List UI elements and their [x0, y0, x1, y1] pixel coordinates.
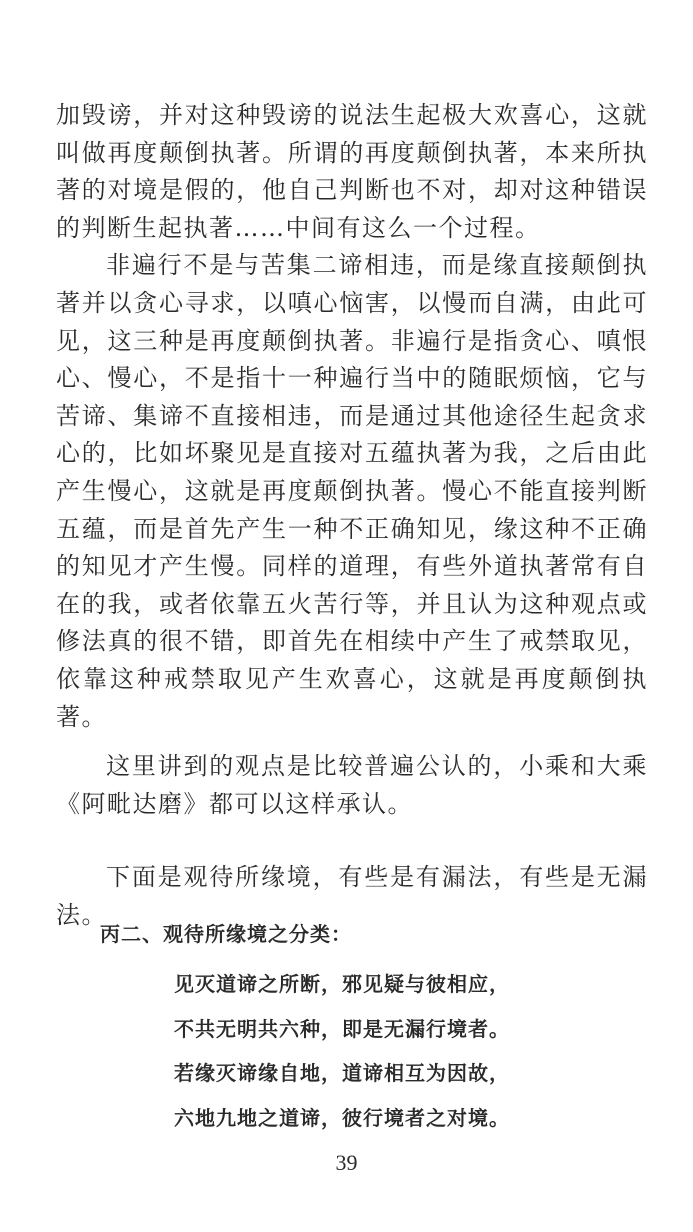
page-number: 39 — [335, 1150, 358, 1175]
paragraph-2: 非遍行不是与苦集二谛相违，而是缘直接颠倒执著并以贪心寻求，以嗔心恼害，以慢而自满，由此可见，这三种是再度颠倒执著。非遍行是指贪心、嗔恨心、慢心，不是指十一种遍行当中的随眠烦恼，它与苦谛、集谛不直接相违，而是通过其他途径生起贪求心的，比如坏聚见是直接对五蕴执著为我，之后由此产生慢心，这就是再度颠倒执著。慢心不能直接判断五蕴，而是首先产生一种不正确知见，缘这种不正确的知见才产生慢。同样的道理，有些外道执著常有自在的我，或者依靠五火苦行等，并且认为这种观点或修法真的很不错，即首先在相续中产生了戒禁取见，依靠这种戒禁取见产生欢喜心，这就是再度颠倒执著。 — [56, 251, 648, 731]
verse-line-2: 不共无明共六种，即是无漏行境者。 — [174, 1016, 510, 1041]
body-text — [56, 97, 648, 934]
paragraph-3: 这里讲到的观点是比较普遍公认的，小乘和大乘《阿毗达磨》都可以这样承认。 — [56, 752, 648, 818]
paragraph-4: 下面是观待所缘境，有些是有漏法，有些是无漏法。 — [56, 863, 648, 929]
verse-line-4: 六地九地之道谛，彼行境者之对境。 — [174, 1105, 510, 1130]
paragraph-1: 加毁谤，并对这种毁谤的说法生起极大欢喜心，这就叫做再度颠倒执著。所谓的再度颠倒执著，本来所执著的对境是假的，他自己判断也不对，却对这种错误的判断生起执著……中间有这么一个过程。 — [56, 101, 648, 242]
section-heading: 丙二、观待所缘境之分类： — [100, 922, 352, 946]
verse-line-3: 若缘灭谛缘自地，道谛相互为因故， — [174, 1061, 510, 1085]
verse-block — [174, 962, 594, 1140]
verse-line-1: 见灭道谛之所断，邪见疑与彼相应， — [174, 972, 510, 996]
